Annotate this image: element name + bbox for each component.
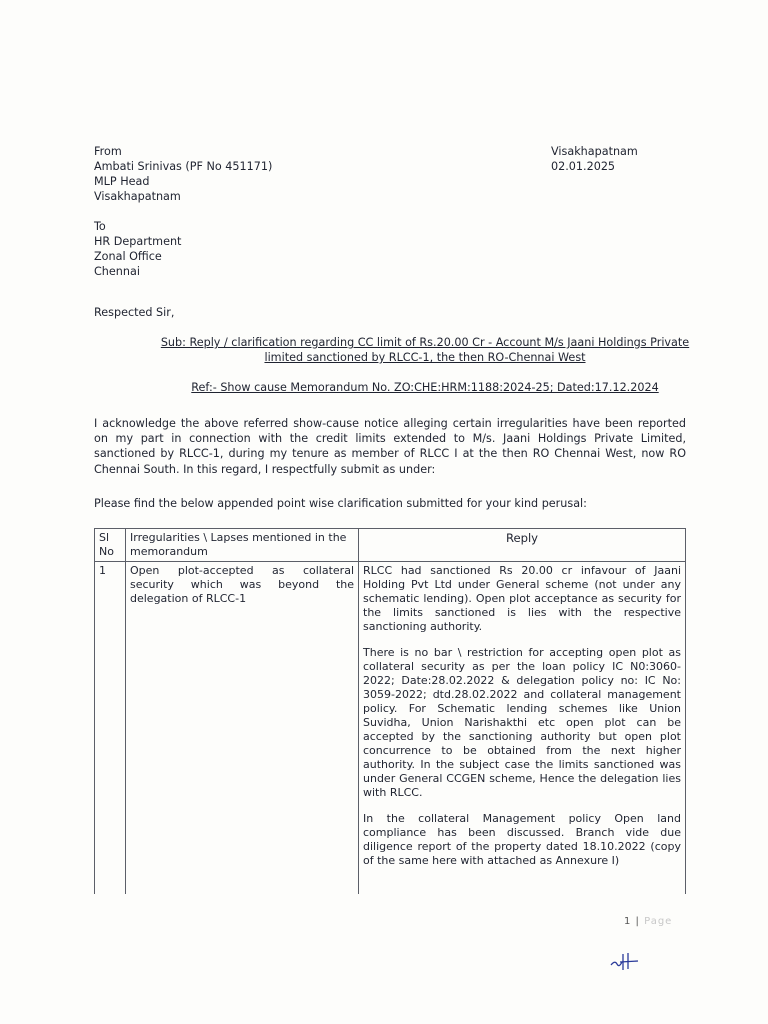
from-label: From <box>94 145 122 158</box>
sender-block <box>94 144 272 204</box>
signature-initials <box>608 950 648 972</box>
reference-block <box>80 380 768 395</box>
sender-designation: MLP Head <box>94 175 150 188</box>
header-reply: Reply <box>359 529 686 562</box>
row-sl: 1 <box>95 562 126 895</box>
recipient-city: Chennai <box>94 265 140 278</box>
subject-line-2: limited sanctioned by RLCC-1, the then RO-Chennai West <box>264 351 586 364</box>
subject-line-1: Sub: Reply / clarification regarding CC limit of Rs.20.00 Cr - Account M/s Jaani Holdings Private <box>160 336 690 349</box>
recipient-block <box>94 219 181 279</box>
place-date-block <box>551 144 638 174</box>
reference-line: Ref:- Show cause Memorandum No. ZO:CHE:HRM:1188:2024-25; Dated:17.12.2024 <box>191 381 659 394</box>
page-word: Page <box>644 916 673 927</box>
header-sl: Sl No <box>95 529 126 562</box>
perusal-paragraph: Please find the below appended point wise clarification submitted for your kind perusal: <box>94 497 587 510</box>
sender-city: Visakhapatnam <box>94 190 181 203</box>
reply-paragraph: In the collateral Management policy Open land compliance has been discussed. Branch vide due diligence report of the property dated 18.10.2022 (copy of the same here with attached as Annexure I) <box>363 812 681 867</box>
sender-name: Ambati Srinivas (PF No 451171) <box>94 160 273 173</box>
subject-block <box>80 335 768 365</box>
recipient-dept: HR Department <box>94 235 182 248</box>
page-number-value: 1 | <box>624 916 640 927</box>
table-header-row <box>95 529 686 562</box>
row-reply <box>359 562 686 895</box>
letter-date: 02.01.2025 <box>551 160 616 173</box>
header-irregularity: Irregularities \ Lapses mentioned in the memorandum <box>126 529 359 562</box>
reply-paragraph: RLCC had sanctioned Rs 20.00 cr infavour of Jaani Holding Pvt Ltd under General scheme (not under any schematic lending). Open plot acceptance as security for the limits sanctioned is lies with the respective sanctioning authority. <box>363 564 681 633</box>
row-irregularity: Open plot-accepted as collateral security which was beyond the delegation of RLCC-1 <box>126 562 359 895</box>
to-label: To <box>94 220 106 233</box>
clarification-table <box>94 528 686 894</box>
letter-place: Visakhapatnam <box>551 145 638 158</box>
table-row <box>95 562 686 895</box>
page-number <box>624 916 672 927</box>
intro-paragraph: I acknowledge the above referred show-cause notice alleging certain irregularities have been reported on my part in connection with the credit limits extended to M/s. Jaani Holdings Private Limited, sanctioned by RLCC-1, during my tenure as member of RLCC I at the then RO Chennai West, now RO Chennai South. In this regard, I respectfully submit as under: <box>94 417 686 476</box>
salutation: Respected Sir, <box>94 306 175 319</box>
reply-paragraph: There is no bar \ restriction for accepting open plot as collateral security as per the loan policy IC N0:3060-2022; Date:28.02.2022 & delegation policy no: IC No: 3059-2022; dtd.28.02.2022 and collateral management policy. For Schematic lending schemes like Union Suvidha, Union Narishakthi etc open plot can be accepted by the sanctioning authority but open plot concurrence to be obtained from the next higher authority. In the subject case the limits sanctioned was under General CCGEN scheme, Hence the delegation lies with RLCC. <box>363 646 681 799</box>
recipient-office: Zonal Office <box>94 250 162 263</box>
